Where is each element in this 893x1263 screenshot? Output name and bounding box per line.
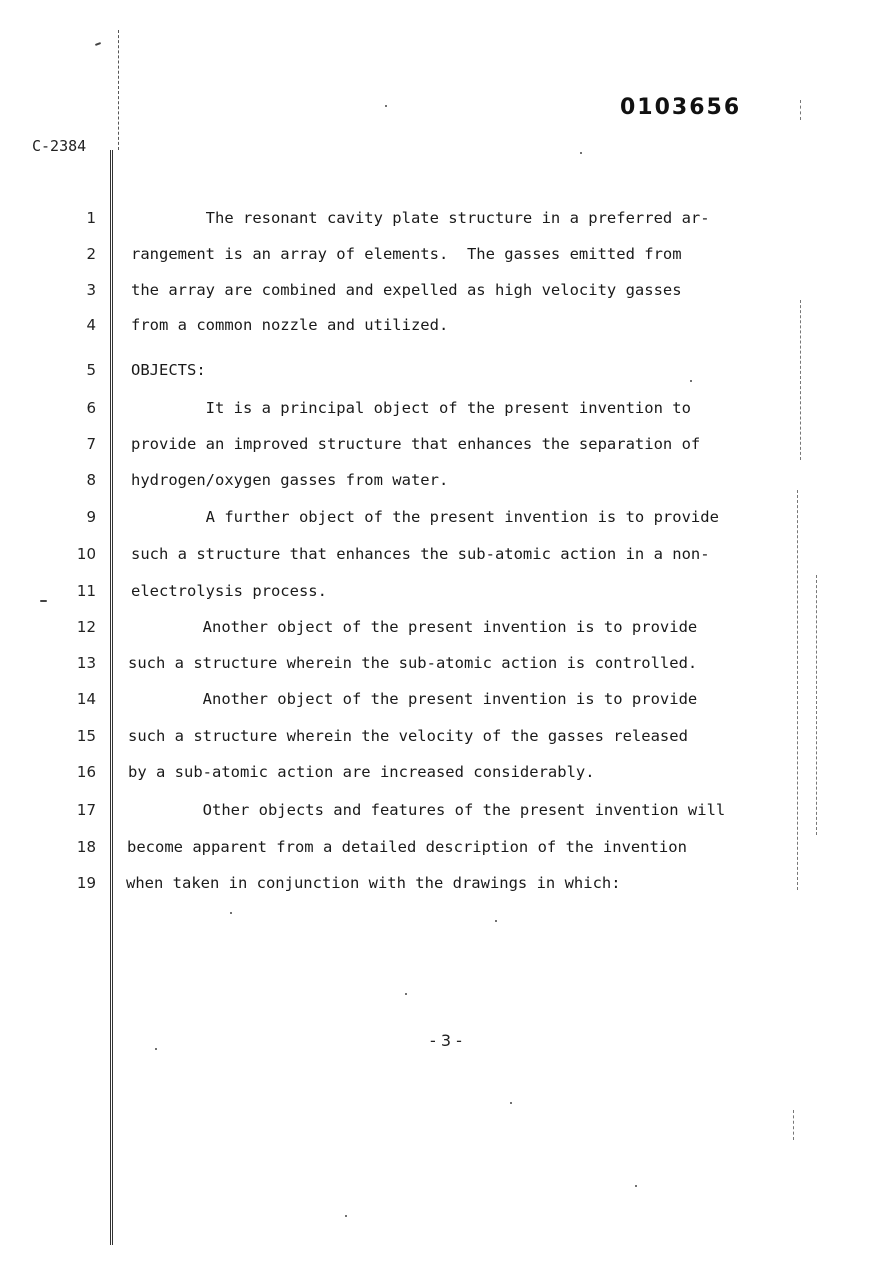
page-number: - 3 - [430,1031,462,1050]
scan-artifact [690,380,692,382]
line-number: 5 [86,361,96,379]
scan-artifact [345,1215,347,1217]
text-line: by a sub-atomic action are increased considerably. [128,763,595,781]
case-code: C-2384 [32,137,87,155]
text-line: hydrogen/oxygen gasses from water. [131,471,449,489]
scan-artifact [800,100,801,120]
line-number-rule [110,150,113,1245]
line-number: 7 [86,435,96,453]
line-number: 6 [86,399,96,417]
line-number: 4 [86,316,96,334]
text-line: from a common nozzle and utilized. [131,316,449,334]
section-heading: OBJECTS: [131,361,206,379]
scan-artifact [797,490,798,890]
scan-artifact [155,1048,157,1050]
text-line: the array are combined and expelled as high velocity gasses [131,281,682,299]
line-number: 16 [76,763,96,781]
line-number: 1 [86,209,96,227]
scan-artifact [95,42,101,46]
scan-artifact [793,1110,794,1140]
scan-artifact [816,575,817,835]
text-line: such a structure that enhances the sub-atomic action in a non- [131,545,710,563]
scan-artifact [800,300,801,460]
line-number: 12 [76,618,96,636]
line-number: 3 [86,281,96,299]
line-number: 15 [76,727,96,745]
line-number: 8 [86,471,96,489]
scan-artifact [405,993,407,995]
line-number: 11 [76,582,96,600]
margin-dash-mark [118,30,119,150]
text-line: when taken in conjunction with the drawings in which: [126,874,621,892]
line-number: 9 [86,508,96,526]
scan-artifact [635,1185,637,1187]
text-line: The resonant cavity plate structure in a preferred ar- [131,209,710,227]
text-line: electrolysis process. [131,582,327,600]
scan-artifact [40,600,47,602]
scan-artifact [230,912,232,914]
line-number: 13 [76,654,96,672]
line-number: 18 [76,838,96,856]
text-line: Other objects and features of the present invention will [128,801,726,819]
scan-artifact [510,1102,512,1104]
scan-artifact [580,152,582,154]
text-line: become apparent from a detailed description of the invention [127,838,687,856]
line-number: 10 [76,545,96,563]
text-line: A further object of the present invention is to provide [131,508,719,526]
scan-artifact [385,105,387,107]
text-line: It is a principal object of the present invention to [131,399,691,417]
text-line: Another object of the present invention is to provide [128,690,698,708]
text-line: Another object of the present invention is to provide [128,618,698,636]
line-number: 2 [86,245,96,263]
line-number: 14 [76,690,96,708]
text-line: rangement is an array of elements. The gasses emitted from [131,245,682,263]
text-line: such a structure wherein the velocity of the gasses released [128,727,688,745]
text-line: such a structure wherein the sub-atomic action is controlled. [128,654,698,672]
text-line: provide an improved structure that enhances the separation of [131,435,701,453]
line-number: 19 [76,874,96,892]
scan-artifact [495,920,497,922]
document-number: 0103656 [620,95,742,120]
line-number: 17 [76,801,96,819]
